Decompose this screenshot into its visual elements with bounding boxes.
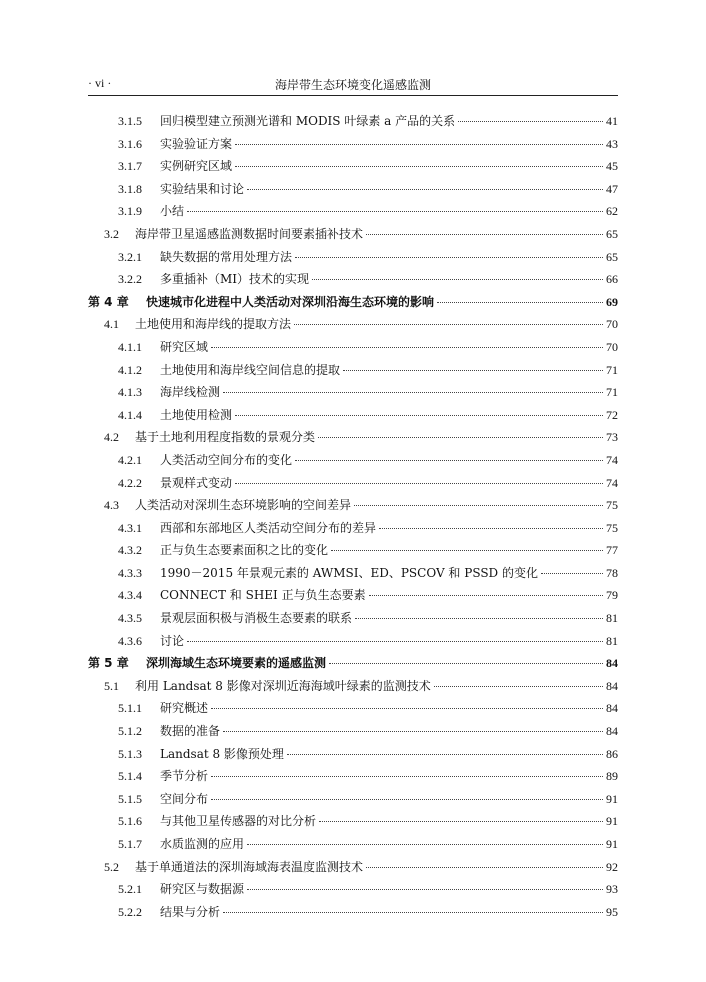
entry-number: 3.1.8 [118,181,142,196]
entry-title: 数据的准备 [160,724,221,739]
entry-page-number: 69 [606,294,618,309]
entry-page-number: 92 [606,859,618,874]
entry-title: 结果与分析 [160,904,221,919]
dot-leader [247,844,603,845]
entry-title: 多重插补（MI）技术的实现 [160,272,310,287]
entry-title: 土地使用和海岸线空间信息的提取 [160,362,341,377]
entry-number: 4.2.1 [118,452,142,467]
dot-leader [437,302,603,303]
entry-page-number: 86 [606,746,618,761]
entry-title: 人类活动对深圳生态环境影响的空间差异 [135,498,352,513]
dot-leader [379,528,603,529]
entry-page-number: 71 [606,362,618,377]
toc-subsection-entry [88,248,618,271]
entry-title: 正与负生态要素面积之比的变化 [160,543,329,558]
entry-title: 土地使用和海岸线的提取方法 [135,317,292,332]
entry-page-number: 77 [606,543,618,558]
entry-title: 土地使用检测 [160,407,233,422]
entry-title: 研究概述 [160,701,209,716]
dot-leader [187,641,603,642]
entry-title: 实验结果和讨论 [160,181,245,196]
dot-leader [223,392,603,393]
entry-number: 3.2 [104,226,119,241]
entry-title: 研究区域 [160,339,209,354]
toc-subsection-entry [88,632,618,655]
entry-title: 利用 Landsat 8 影像对深圳近海海域叶绿素的监测技术 [135,678,431,693]
entry-page-number: 81 [606,633,618,648]
toc-subsection-entry [88,270,618,293]
running-title: 海岸带生态环境变化遥感监测 [274,78,431,92]
entry-title: 缺失数据的常用处理方法 [160,249,293,264]
entry-title: Landsat 8 影像预处理 [160,746,284,761]
dot-leader [247,889,603,890]
toc-subsection-entry [88,474,618,497]
toc-subsection-entry [88,541,618,564]
dot-leader [247,189,603,190]
entry-page-number: 89 [606,769,618,784]
dot-leader [211,708,603,709]
toc-section-entry [88,858,618,881]
dot-leader [354,505,603,506]
entry-number: 3.2.2 [118,272,142,287]
entry-page-number: 74 [606,452,618,467]
entry-number: 5.2 [104,859,119,874]
toc-subsection-entry [88,112,618,135]
entry-number: 5.1.2 [118,724,142,739]
entry-page-number: 75 [606,520,618,535]
entry-number: 5.1 [104,678,119,693]
entry-number: 5.1.3 [118,746,142,761]
toc-subsection-entry [88,361,618,384]
dot-leader [211,347,603,348]
dot-leader [369,595,603,596]
dot-leader [211,799,603,800]
entry-number: 3.1.7 [118,159,142,174]
entry-title: 西部和东部地区人类活动空间分布的差异 [160,520,377,535]
dot-leader [223,731,603,732]
entry-number: 4.1.1 [118,339,142,354]
entry-number: 4.1.3 [118,385,142,400]
dot-leader [355,618,603,619]
entry-title: 1990－2015 年景观元素的 AWMSI、ED、PSCOV 和 PSSD 的变化 [160,565,538,580]
dot-leader [235,166,603,167]
dot-leader [235,144,603,145]
entry-number: 3.1.9 [118,204,142,219]
dot-leader [331,550,603,551]
entry-number: 4.3.6 [118,633,142,648]
dot-leader [366,234,603,235]
entry-number: 5.1.4 [118,769,142,784]
entry-title: 景观层面积极与消极生态要素的联系 [160,611,353,626]
entry-number: 5.1.6 [118,814,142,829]
entry-title: CONNECT 和 SHEI 正与负生态要素 [160,588,366,603]
header-rule [88,95,618,96]
entry-page-number: 73 [606,430,618,445]
toc-subsection-entry [88,564,618,587]
toc-chapter-entry [88,293,618,316]
toc-subsection-entry [88,338,618,361]
entry-title: 基于单通道法的深圳海域海表温度监测技术 [135,859,364,874]
entry-page-number: 95 [606,904,618,919]
entry-title: 实例研究区域 [160,159,233,174]
entry-title: 研究区与数据源 [160,882,245,897]
entry-title: 与其他卫星传感器的对比分析 [160,814,317,829]
entry-number: 4.1.4 [118,407,142,422]
entry-title: 回归模型建立预测光谱和 MODIS 叶绿素 a 产品的关系 [160,114,456,128]
toc-subsection-entry [88,406,618,429]
entry-number: 4.1 [104,317,119,332]
dot-leader [211,776,603,777]
entry-page-number: 84 [606,656,618,671]
toc-subsection-entry [88,519,618,542]
entry-title: 实验验证方案 [160,136,233,151]
entry-page-number: 75 [606,498,618,513]
dot-leader [187,211,603,212]
entry-title: 海岸带卫星遥感监测数据时间要素插补技术 [135,226,364,241]
entry-page-number: 43 [606,136,618,151]
toc-section-entry [88,428,618,451]
entry-number: 4.3.2 [118,543,142,558]
entry-title: 小结 [160,204,185,219]
toc-subsection-entry [88,180,618,203]
toc-subsection-entry [88,383,618,406]
entry-number: 第 4 章 [88,294,129,309]
dot-leader [329,663,603,664]
toc-section-entry [88,315,618,338]
entry-page-number: 91 [606,814,618,829]
entry-page-number: 84 [606,701,618,716]
dot-leader [295,257,603,258]
entry-page-number: 41 [606,114,618,128]
dot-leader [295,460,603,461]
entry-number: 第 5 章 [88,656,129,671]
entry-page-number: 71 [606,385,618,400]
entry-page-number: 93 [606,882,618,897]
toc-section-entry [88,225,618,248]
toc-subsection-entry [88,767,618,790]
entry-number: 5.1.7 [118,837,142,851]
toc-section-entry [88,496,618,519]
entry-title: 讨论 [160,633,185,648]
entry-page-number: 81 [606,611,618,626]
entry-number: 5.1.1 [118,701,142,716]
toc-subsection-entry [88,609,618,632]
dot-leader [319,821,603,822]
entry-title: 空间分布 [160,791,209,806]
entry-title: 人类活动空间分布的变化 [160,452,293,467]
dot-leader [223,912,603,913]
dot-leader [312,279,603,280]
entry-number: 3.2.1 [118,249,142,264]
entry-page-number: 84 [606,678,618,693]
toc-subsection-entry [88,699,618,722]
toc-subsection-entry [88,722,618,745]
entry-page-number: 78 [606,565,618,580]
page-number: · vi · [88,76,112,90]
dot-leader [287,754,603,755]
dot-leader [541,573,603,574]
dot-leader [235,415,603,416]
entry-page-number: 91 [606,791,618,806]
entry-number: 4.2 [104,430,119,445]
entry-number: 4.3 [104,498,119,513]
entry-number: 5.2.2 [118,904,142,919]
dot-leader [235,483,603,484]
toc-subsection-entry [88,880,618,903]
entry-number: 4.2.2 [118,475,142,490]
toc-section-entry [88,677,618,700]
entry-page-number: 72 [606,407,618,422]
dot-leader [318,437,603,438]
toc-subsection-entry [88,202,618,225]
entry-title: 海岸线检测 [160,385,221,400]
entry-page-number: 65 [606,226,618,241]
table-of-contents [88,112,618,925]
entry-page-number: 74 [606,475,618,490]
entry-title: 季节分析 [160,769,209,784]
entry-page-number: 70 [606,317,618,332]
entry-title: 景观样式变动 [160,475,233,490]
toc-subsection-entry [88,745,618,768]
entry-title: 快速城市化进程中人类活动对深圳沿海生态环境的影响 [146,294,435,309]
entry-number: 4.1.2 [118,362,142,377]
entry-title: 基于土地利用程度指数的景观分类 [135,430,316,445]
entry-page-number: 84 [606,724,618,739]
toc-subsection-entry [88,586,618,609]
toc-subsection-entry [88,835,618,858]
toc-subsection-entry [88,903,618,926]
dot-leader [366,867,603,868]
entry-number: 4.3.4 [118,588,142,603]
toc-subsection-entry [88,157,618,180]
entry-page-number: 45 [606,159,618,174]
dot-leader [294,324,603,325]
entry-number: 4.3.1 [118,520,142,535]
dot-leader [343,370,603,371]
toc-chapter-entry [88,654,618,677]
entry-page-number: 70 [606,339,618,354]
running-header [88,74,618,96]
entry-number: 4.3.3 [118,565,142,580]
entry-number: 3.1.5 [118,114,142,128]
entry-page-number: 91 [606,837,618,851]
toc-subsection-entry [88,812,618,835]
entry-page-number: 79 [606,588,618,603]
entry-title: 水质监测的应用 [160,837,245,851]
entry-number: 3.1.6 [118,136,142,151]
entry-number: 4.3.5 [118,611,142,626]
entry-title: 深圳海域生态环境要素的遥感监测 [146,656,327,671]
dot-leader [458,121,603,122]
toc-subsection-entry [88,790,618,813]
entry-number: 5.2.1 [118,882,142,897]
entry-number: 5.1.5 [118,791,142,806]
dot-leader [434,686,603,687]
entry-page-number: 65 [606,249,618,264]
entry-page-number: 47 [606,181,618,196]
entry-page-number: 62 [606,204,618,219]
toc-subsection-entry [88,135,618,158]
toc-subsection-entry [88,451,618,474]
entry-page-number: 66 [606,272,618,287]
